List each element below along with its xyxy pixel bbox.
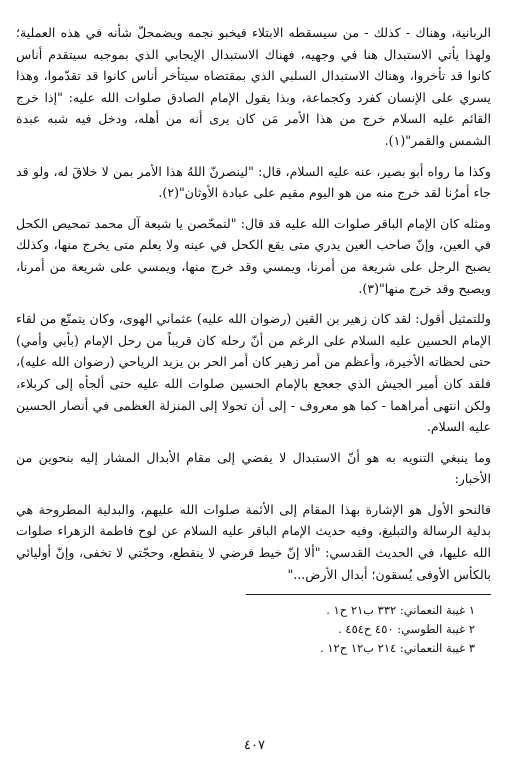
footnote-2: ٢ غيبة الطوسي: ٤٥٠ ح٤٥٤ . [338,622,475,637]
main-text [16,22,491,585]
paragraph-5: وما ينبغي التنويه به هو أنّ الاستبدال لا يفضي إلى مقام الأبدال المشار إليه بنحوين من الأخبار: [16,449,491,487]
paragraph-3: ومثله كان الإمام الباقر صلوات الله عليه قد قال: "لتمحّصن يا شيعة آل محمد تمحيص الكحل في العين، وإنّ صاحب العين يدري متى يقع الكحل في عينه ولا يعلم متى يخرج منها، وكذلك يصبح الرجل على شريعة من أمرنا، ويمسي وقد خرج منها، ويمسي على شريعة من أمرنا، ويصبح وقد خرج منها"(٣). [16,215,491,296]
footnote-separator [246,594,491,595]
paragraph-2: وكذا ما رواه أبو بصير، عنه عليه السلام، قال: "لينصرنّ اللهُ هذا الأمر بمن لا خلاقَ له، ولو قد جاء أمرُنا لقد خرج منه من هو اليوم مقيم على عبادة الأوثان"(٢). [16,163,491,201]
footnote-3: ٣ غيبة النعماني: ٢١٤ ب١٢ ح١٢ . [320,641,475,656]
footnotes [16,601,491,658]
paragraph-1: الربانية، وهناك - كذلك - من سيسقطه الابتلاء فيخبو نجمه ويضمحلّ شأنه في هذه العملية؛ ولهذا يأتي الاستبدال هنا في وجهيه، فهناك الاستبدال الإيجابي الذي بموجبه سيتقدم أناس كانوا قد تأخروا، وهناك الاستبدال السلبي الذي بمقتضاه سيتأخر أناس كانوا قد تقدّموا، وهذا يسري على الإنسان كفرد وكجماعة، وبذا يقول الإمام الصادق صلوات الله عليه: "إذا خرج القائم عليه السلام خرج من هذا الأمر مَن كان يرى أنه من أهله، ودخل فيه شبه عبدة الشمس والقمر"(١). [16,25,491,148]
paragraph-6: فالنحو الأول هو الإشارة بهذا المقام إلى الأئمة صلوات الله عليهم، والبدلية المطروحة هي بدلية الرسالة والتبليغ، وفيه حديث الإمام الباقر عليه السلام عن لوح فاطمة الزهراء صلوات الله عليها، في الحديث القدسي: "ألا إنّ خيط فرضي لا ينقطع، وحجّتي لا تخفى، وإنّ أوليائي بالكأس الأوفى يُسقون؛ أبدال الأرض..." [16,501,491,582]
footnote-1: ١ غيبة النعماني: ٣٣٢ ب٢١ ح١ . [326,603,475,618]
page-number: ٤٠٧ [244,738,265,753]
paragraph-4: وللتمثيل أقول: لقد كان زهير بن القين (رضوان الله عليه) عثماني الهوى، وكان يتمنّع من لقاء الإمام الحسين عليه السلام على الرغم من أنّ رحله كان قريباً من رحل الإمام (بأبي وأمي) حتى لحظاته الأخيرة، وأعظم من أمر زهير كان أمر الحر بن يزيد الرياحي (رضوان الله عليه)، فلقد كان أمير الجيش الذي جعجع بالإمام الحسين صلوات الله عليه حتى ألجأه إلى كربلاء، ولكن انتهى أمراهما - كما هو معروف - إلى أن تحولا إلى المنزلة العظمى في أنصار الحسين عليه السلام. [16,311,491,435]
